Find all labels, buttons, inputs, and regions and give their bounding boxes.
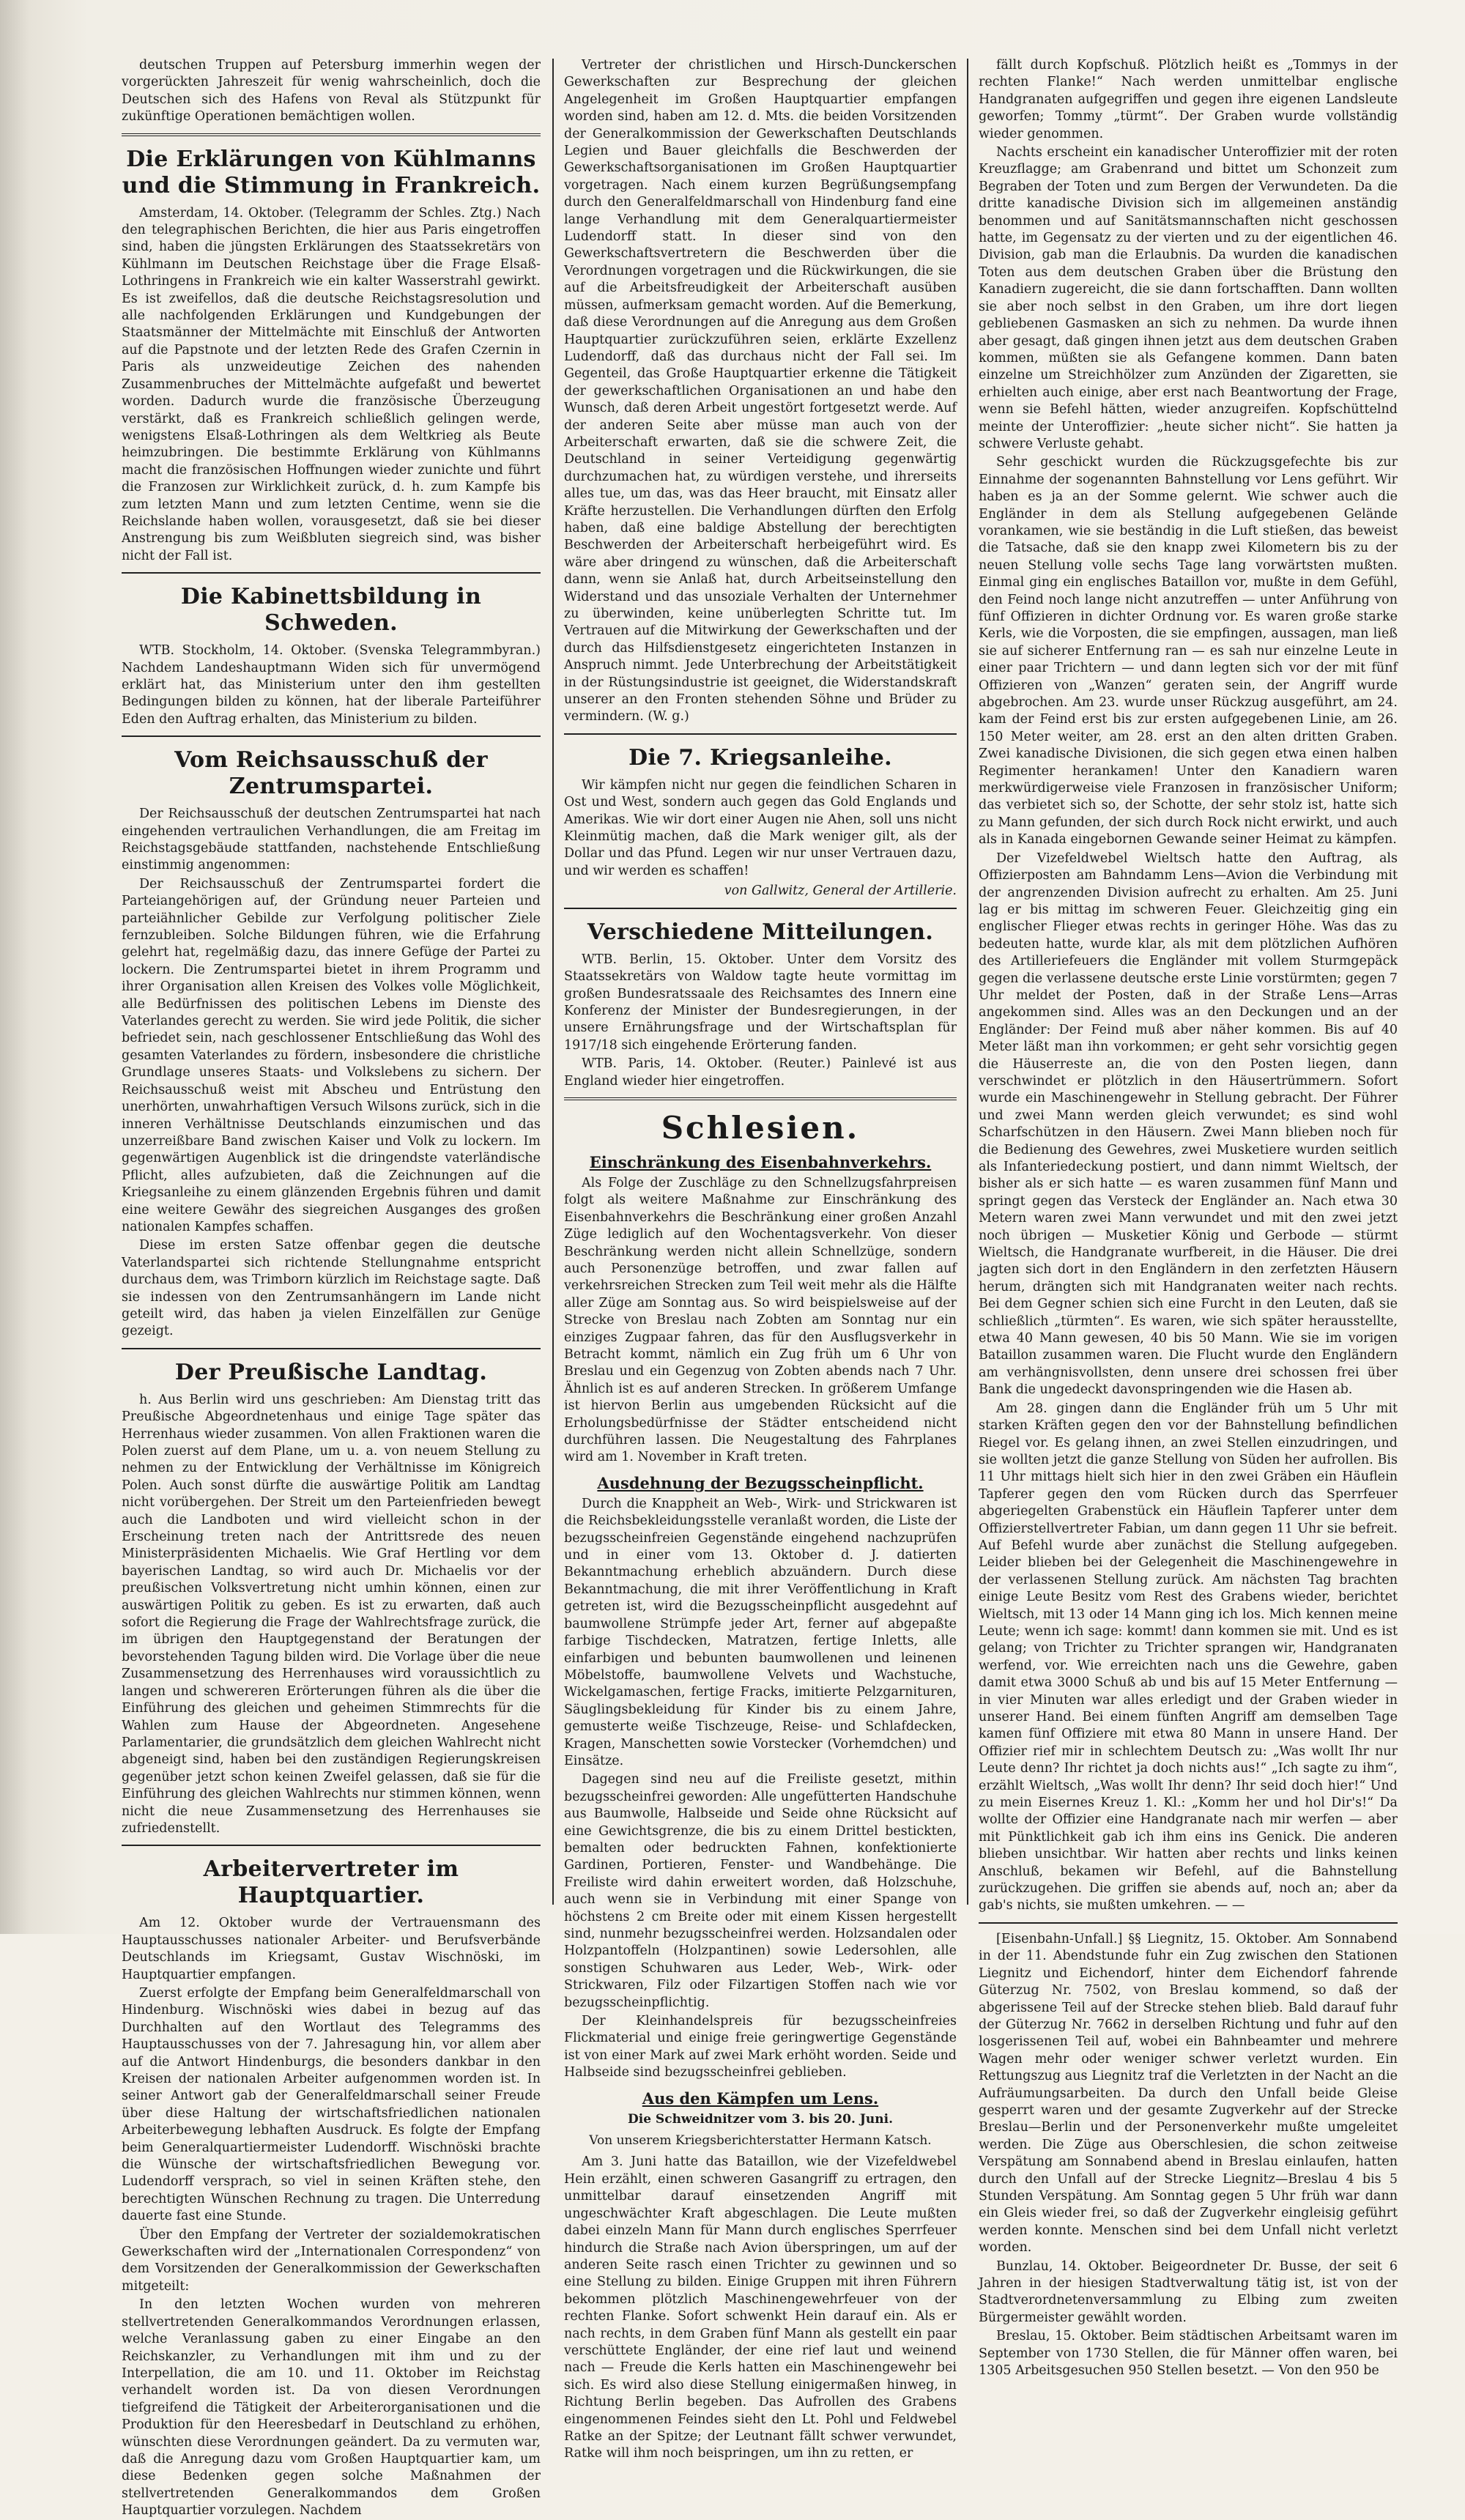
article-author: Von unserem Kriegsberichterstatter Hermann Katsch. [589, 2133, 932, 2149]
article-text: fällt durch Kopfschuß. Plötzlich heißt es „Tommys in der rechten Flanke!“ Nach werden unmittelbar englische Handgranaten aufgegriffen und gegen ihre eigenen Landsleute geworfen; Tommy „türmt“. Der Graben wurde vollständig wieder genommen. [979, 58, 1398, 141]
article-text: Zuerst erfolgte der Empfang beim Generalfeldmarschall von Hindenburg. Wischnöski wies dabei in bezug auf das Durchhalten auf den Wortlaut des Telegramms des Hauptausschusses von der 7. Jahresagung hin, vor allem aber auf die Antwort Hindenburgs, die besonders dankbar in den Kreisen der nationalen Arbeiter aufgenommen worden ist. In seiner Antwort gab der Generalfeldmarschall seiner Freude über diese Haltung der wirtschaftsfriedlichen nationalen Arbeiterbewegung lebhaften Ausdruck. Es folgte der Empfang beim Generalquartiermeister Ludendorff. Wischnöski brachte die Wünsche der wirtschaftsfriedlichen Bewegung vor. Ludendorff versprach, so viel in seinen Kräften stehe, den berechtigten Wünschen Rechnung zu tragen. Die Unterredung dauerte fast eine Stunde. [122, 1985, 541, 2224]
column-divider [552, 59, 554, 1905]
article-text: Vertreter der christlichen und Hirsch-Dunckerschen Gewerkschaften zur Besprechung der gleichen Angelegenheit im Großen Hauptquartier empfangen worden sind, haben am 12. d. Mts. die beiden Vorsitzenden der Generalkommission der Gewerkschaften Deutschlands Legien und Bauer gleichfalls die Beschwerden der Gewerkschaftsorganisationen im Großen Hauptquartier vorgetragen. Nach einem kurzen Begrüßungsempfang durch den Generalfeldmarschall von Hindenburg fand eine lange Verhandlung mit dem Generalquartiermeister Ludendorff statt. In dieser sind von den Gewerkschaftsvertretern die Beschwerden über die Verordnungen vorgetragen und die Rückwirkungen, die sie auf die Arbeitsfreudigkeit der Arbeiterschaft ausüben müssen, aufmerksam gemacht worden. Auf die Bemerkung, daß diese Verordnungen auf die Anregung aus dem Großen Hauptquartier zurückzuführen seien, erklärte Exzellenz Ludendorff, daß das durchaus nicht der Fall sei. Im Gegenteil, das Große Hauptquartier erkenne die Tätigkeit der gewerkschaftlichen Organisationen an und habe den Wunsch, daß deren Arbeit ungestört fortgesetzt werde. Auf der anderen Seite aber müsse man auch von der Arbeiterschaft erwarten, daß sie die schwere Zeit, die Deutschland in seiner Verteidigung gegenwärtig durchzumachen hat, zu würdigen verstehe, und ihrerseits alles tue, um das, was das Heer braucht, mit Einsatz aller Kräfte herzustellen. Die Verhandlungen dürften den Erfolg haben, daß eine baldige Abstellung der berechtigten Beschwerden der Arbeiterschaft herbeigeführt wird. Es wäre aber dringend zu wünschen, daß die Arbeiterschaft dann, wenn sie Anlaß hat, durch Arbeitseinstellung den Widerstand und das unsoziale Verhalten der Unternehmer zu überwinden, keine unüberlegten Schritte tut. Im Vertrauen auf die Mitwirkung der Gewerkschaften und der durch das Hilfsdienstgesetz eingerichteten Instanzen in Anspruch nimmt. Jede Unterbrechung der Arbeitstätigkeit in der Rüstungsindustrie ist geeignet, die Widerstandskraft unserer an den Fronten stehenden Söhne und Brüder zu vermindern. (W. g.) [564, 58, 957, 724]
divider [122, 572, 541, 574]
news-item: Bunzlau, 14. Oktober. Beigeordneter Dr. Busse, der seit 6 Jahren in der hiesigen Stadtverwaltung tätig ist, ist von der Stadtverordnetenversammlung zu Elbing zum zweiten Bürgermeister gewählt worden. [979, 2258, 1398, 2325]
news-item: [Eisenbahn-Unfall.] §§ Liegnitz, 15. Oktober. Am Sonnabend in der 11. Abendstunde fuhr ein Zug zwischen den Stationen Liegnitz und Eichendorf, hinter dem Eichendorf fahrende Güterzug Nr. 7502, von Breslau kommend, so daß der abgerissene Teil auf der Strecke stehen blieb. Bald darauf fuhr der Güterzug Nr. 7662 in derselben Richtung und fuhr auf den losgerissenen Teil auf, wobei ein Bahnbeamter und mehrere Wagen mehr oder weniger schwer verletzt wurden. Ein Rettungszug aus Liegnitz traf die Verletzten in der Nacht an die Aufräumungsarbeiten. Da durch den Unfall beide Gleise gesperrt waren und der gesamte Zugverkehr auf der Strecke Breslau—Berlin und der Personenverkehr mußte umgeleitet werden. Die Züge aus Oberschlesien, die schon zeitweise Verspätung am Sonnabend abend in Breslau einlaufen, hatten durch den Unfall auf der Strecke Liegnitz—Breslau 4 bis 5 Stunden Verspätung. Am Sonntag gegen 5 Uhr früh war dann ein Gleis wieder frei, so daß der Zugverkehr eingleisig geführt werden konnte. Menschen sind bei dem Unfall nicht verletzt worden. [979, 1931, 1398, 2256]
article-text: Wir kämpfen nicht nur gegen die feindlichen Scharen in Ost und West, sondern auch gegen das Gold Englands und Amerikas. Wie wir dort einer Augen nie Ahen, soll uns nicht Kleinmütig machen, daß die Mark weniger gilt, als der Dollar und das Pfund. Legen wir nur unser Vertrauen dazu, und wir werden es schaffen! [564, 777, 957, 878]
article-text: WTB. Paris, 14. Oktober. (Reuter.) Painlevé ist aus England wieder hier eingetroffen. [564, 1056, 957, 1089]
article-text: Am 3. Juni hatte das Bataillon, wie der Vizefeldwebel Hein erzählt, einen schweren Gasangriff zu ertragen, den unmittelbar darauf einsetzenden Angriff mit ungeschwächter Kraft abgeschlagen. Die Leute mußten dabei einzeln Mann für Mann durch englisches Sperrfeuer hindurch die Straße nach Avion überspringen, um auf der anderen Seite rasch einen Trichter zu gewinnen und so eine Stellung zu bilden. Einige Gruppen mit ihren Führern bekommen plötzlich Maschinengewehrfeuer von der rechten Flanke. Sofort schwenkt Hein darauf ein. Als er nach rechts, in dem Graben fünf Mann als gestellt ein paar verschüttete Engländer, der eine rief laut und weinend nach — Freude die Kerls hatten ein Maschinengewehr bei sich. Es wird also diese Stellung einigermaßen hinweg, in Richtung Berlin begeben. Das Aufrollen des Grabens eingenommenen Feindes sieht den Lt. Pohl und Feldwebel Ratke an der Spitze; der Leutnant fällt schwer verwundet, Ratke will ihm noch beispringen, um ihn zu retten, er [564, 2154, 957, 2461]
divider [122, 1845, 541, 1846]
article-title: Die Kabinettsbildung in Schweden. [180, 584, 482, 637]
article-subtitle: Einschränkung des Eisenbahnverkehrs. [589, 1152, 932, 1171]
article-text: WTB. Stockholm, 14. Oktober. (Svenska Telegrammbyran.) Nachdem Landeshauptmann Widen sich für unvermögend erklärt hat, das Ministerium unter den ihm gestellten Bedingungen bilden zu können, hat der liberale Parteiführer Eden den Auftrag erhalten, das Ministerium zu bilden. [122, 643, 541, 727]
article-text: Der Vizefeldwebel Wieltsch hatte den Auftrag, als Offizierposten am Bahndamm Lens—Avion die Verbindung mit der angrenzenden Division aufrecht zu erhalten. Am 25. Juni lag er bis mittag im schweren Feuer. Gleichzeitig ging ein englischer Flieger etwas rechts in geringer Höhe. Was das zu bedeuten hatte, wurde klar, als mit dem plötzlichen Aufhören des Artilleriefeuers die Engländer mit vollem Sturmgepäck gegen die verlassene deutsche erste Linie vorstürmten; gegen 7 Uhr meldet der Posten, daß in der Straße Lens—Arras angekommen sind. Alles was an den Deckungen und an der Engländer: Der Feind muß aber näher kommen. Bis auf 40 Meter läßt man ihn vorkommen; er geht sehr vorsichtig gegen die Häuserreste an, die von den Posten liegen, dann verschwindet er plötzlich in den Häusertrümmern. Sofort wurde ein Maschinengewehr in Stellung gebracht. Der Führer und zwei Mann werden gleich verwundet; es sind wohl Scharfschützen in den Häusern. Zwei Mann blieben noch für die Bedienung des Gewehres, zwei Musketiere wurden seitlich als Infanteriedeckung postiert, und dann nimmt Wieltsch, der bisher als er sich hatte — es waren zusammen fünf Mann und springt gegen das Versteck der Engländer an. Nach etwa 30 Metern waren zwei Mann verwundet und mit den zwei jetzt noch übrigen — Musketier König und Gerbode — stürmt Wieltsch, die Handgranate wurfbereit, in die Häuser. Die drei jagten sich dort in den Engländern in den zerfetzten Häusern herum, drängten sich mit Handgranaten weiter nach rechts. Bei dem Gegner schien sich eine Furcht in den Leuten, daß sie schließlich „türmten“. Es waren, wie sich später herausstellte, etwa 40 Mann gewesen, 40 bis 50 Mann. Wie sie im vorigen Bataillon zusammen waren. Die Flucht wurde den Engländern am verhängnisvollsten, denn unsere drei schossen frei über Bank die ungedeckt davonspringenden wie die Hasen ab. [979, 850, 1398, 1398]
divider [564, 1097, 957, 1100]
article-title: Verschiedene Mitteilungen. [587, 919, 934, 945]
divider [122, 1348, 541, 1349]
section-title: Schlesien. [661, 1109, 860, 1146]
article-subtitle: Aus den Kämpfen um Lens. [642, 2089, 879, 2108]
divider [979, 1922, 1398, 1924]
article-text: Der Kleinhandelspreis für bezugsscheinfreies Flickmaterial und einige freie geringwertige Gegenstände ist von einer Mark auf zwei Mark erhöht worden. Seide und Halbseide sind bezugsscheinfrei geblieben. [564, 2014, 957, 2080]
column-2 [564, 57, 957, 2461]
column-1 [122, 57, 541, 2519]
article-text: h. Aus Berlin wird uns geschrieben: Am Dienstag tritt das Preußische Abgeordnetenhaus und einige Tage später das Herrenhaus wieder zusammen. Von allen Fraktionen waren die Polen zuerst auf dem Plane, um u. a. von neuem Stellung zu nehmen zu der Entwicklung der Verhältnisse im Königreich Polen. Auch sonst dürfte die auswärtige Politik am Landtag nicht vorübergehen. Der Streit um den Parteienfrieden bewegt auch die Landboten und wird vielleicht schon in der Erscheinung treten nach der Antrittsrede des neuen Ministerpräsidenten Michaelis. Wie Graf Hertling vor dem bayerischen Landtag, so wird auch Dr. Michaelis vor der preußischen Volksvertretung nicht umhin können, einen zur auswärtigen Politik zu geben. Es ist zu erwarten, daß auch sofort die Regierung die Frage der Wahlrechtsfrage zurück, die im übrigen den Hauptgegenstand der Beratungen der bevorstehenden Tagung bilden wird. Die Vorlage über die neue Zusammensetzung des Herrenhauses wird voraussichtlich zu langen und schwereren Erörterungen führen als die über die Einführung des gleichen und geheimen Stimmrechts für die Wahlen zum Hause der Abgeordneten. Angesehene Parlamentarier, die grundsätzlich dem gleichen Wahlrecht nicht abgeneigt sind, haben bei den zuständigen Regierungskreisen gegenüber jetzt schon keinen Zweifel gelassen, daß sie für die Einführung des gleichen Wahlrechts nur stimmen können, wenn nicht die neue Zusammensetzung des Herrenhauses sie zufriedenstellt. [122, 1392, 541, 1836]
article-text: Dagegen sind neu auf die Freiliste gesetzt, mithin bezugsscheinfrei geworden: Alle ungefütterten Handschuhe aus Baumwolle, Halbseide und Seide ohne Rücksicht auf eine Gewichtsgrenze, die bis zu einem Drittel bestickten, bemalten oder bedruckten Fahnen, konfektionierte Gardinen, Portieren, Fenster- und Wandbehänge. Die Freiliste wird dahin erweitert worden, daß Holzschuhe, auch wenn sie in Verbindung mit einer Spange von höchstens 2 cm Breite oder mit einem Kissen hergestellt sind, nunmehr bezugsscheinfrei werden. Holzsandalen oder Holzpantoffeln (Holzpantinen) sowie Ledersohlen, alle sonstigen Schuhwaren aus Leder, Web-, Wirk- oder Strickwaren, Filz oder Filzartigen Stoffen nach wie vor bezugsscheinpflichtig. [564, 1772, 957, 2010]
article-text: Der Reichsausschuß der Zentrumspartei fordert die Parteiangehörigen auf, der Gründung neuer Parteien und parteiähnlicher Gebilde zur Verfolgung politischer Ziele fernzubleiben. Solche Bildungen führen, wie die Erfahrung gelehrt hat, regelmäßig dazu, das innere Gefüge der Partei zu lockern. Die Zentrumspartei bietet in ihrem Programm und ihrer Organisation allen Kreisen des Volkes volle Möglichkeit, alle Bedürfnissen des politischen Lebens im Dienste des Vaterlandes gerecht zu werden. Sie wird jede Politik, die sicher befriedet sein, nach geschlossener Entschließung das Wohl des gesamten Vaterlandes zu fördern, insbesondere die christliche Grundlage unseres Staats- und Volkslebens zu sichern. Der Reichsausschuß weist mit Abscheu und Entrüstung den unerhörten, unwahrhaftigen Versuch Wilsons zurück, sich in die inneren Verhältnisse Deutschlands einzumischen und das unzerreißbare Band zwischen Kaiser und Volk zu lockern. Im gegenwärtigen Augenblick ist die dringendste vaterländische Pflicht, alles aufzubieten, daß die Zeichnungen auf die Kriegsanleihe zu einem glänzenden Ergebnis führen und damit eine weitere Gewähr des siegreichen Ausganges des großen nationalen Kampfes schaffen. [122, 876, 541, 1234]
divider [122, 133, 541, 136]
article-text: In den letzten Wochen wurden von mehreren stellvertretenden Generalkommandos Verordnungen erlassen, welche Veranlassung gaben zu einer Eingabe an den Reichskanzler, zu Verhandlungen mit ihm und zu der Interpellation, die am 10. und 11. Oktober im Reichstag verhandelt worden ist. Da von diesen Verordnungen tiefgreifend die Tätigkeit der Arbeiterorganisationen und die Produktion für den Heeresbedarf in Deutschland zu erhöhen, wünschten diese Verordnungen geändert. Da zu vermuten war, daß die Anregung dazu vom Großen Hauptquartier kam, um diese Bedenken gegen solche Maßnahmen der stellvertretenden Generalkommandos dem Großen Hauptquartier vorzulegen. Nachdem [122, 2297, 541, 2519]
article-text: Nachts erscheint ein kanadischer Unteroffizier mit der roten Kreuzflagge; am Grabenrand und bittet um Schonzeit zum Begraben der Toten und zum Bergen der Verwundeten. Da die dritte kanadische Division sich im allgemeinen anständig benommen und auf Sanitätsmannschaften nicht geschossen hatte, im Gegensatz zu der vierten und zu der eigentlichen 46. Division, gab man die Erlaubnis. Da wurden die kanadischen Toten aus dem deutschen Graben über die Brüstung den Kanadiern zugereicht, die sie dann fortschafften. Dann wollten sie aber noch selbst in den Graben, um ihre dort liegen gebliebenen Gasmasken an sich zu nehmen. Da wurde ihnen aber gesagt, daß gingen ihnen jetzt aus dem deutschen Graben kommen, müßten sie als Gefangene kommen. Dann baten einzelne um Streichhölzer zum Anzünden der Zigaretten, sie erhielten auch einige, aber erst nach Beantwortung der Frage, wenn sie Befehl hätten, wieder anzugreifen. Kopfschüttelnd meinte der Unteroffizier: „heute sicher nicht“. Sie hatten ja schwere Verluste gehabt. [979, 145, 1398, 451]
divider [122, 735, 541, 737]
article-text: Der Reichsausschuß der deutschen Zentrumspartei hat nach eingehenden vertraulichen Verhandlungen, die am Freitag im Reichstagsgebäude stattfanden, nachstehende Entschließung einstimmig angenommen: [122, 807, 541, 873]
divider [564, 908, 957, 909]
column-divider [967, 59, 968, 1905]
article-text: Sehr geschickt wurden die Rückzugsgefechte bis zur Einnahme der sogenannten Bahnstellung vor Lens geführt. Wir haben es ja an der Somme gelernt. Wie schwer auch die Engländer in dem als Stellung aufgegebenen Gelände vorankamen, wie sie beständig in die Luft stießen, das beweist die Tatsache, daß sie den knapp zwei Kilometern bis zu der neuen Stellung volle sechs Tage lang vorwärtsten mußten. Einmal ging ein englisches Bataillon vor, mußte in dem Gefühl, den Feind noch lange nicht anzutreffen — unter Anführung von fünf Offizieren in dichter Ordnung vor. Es waren große starke Kerls, wie die Vorposten, die sie empfingen, aussagen, man ließ sie auf sicherer Entfernung ran — es sah nur einzelne Leute in einer paar Trichtern — und dann legten sich vor der mit fünf Offizieren von „Wanzen“ geraten sein, der Angriff wurde abgebrochen. Am 23. wurde unser Rückzug ausgeführt, am 24. kam der Feind erst bis zur ersten aufgegebenen Linie, am 26. 150 Meter weiter, am 28. erst an den alten dritten Graben. Zwei kanadische Divisionen, die sich gegen etwa einen halben Regimenter herankamen! Unter den Kanadiern waren merkwürdigerweise viele Franzosen in französischer Uniform; das verbietet sich so, der Schotte, der sehr stolz ist, hatte sich zu Mann gefunden, der sich durch Rock nicht erwirkt, und auch als in Kanada eingebornen Gewande seiner Heimat zu kämpfen. [979, 455, 1398, 848]
article-title: Arbeitervertreter im Hauptquartier. [203, 1856, 459, 1909]
article-text: Über den Empfang der Vertreter der sozialdemokratischen Gewerkschaften wird der „Internationalen Correspondenz“ von dem Vorsitzenden der Generalkommission der Gewerkschaften mitgeteilt: [122, 2227, 541, 2294]
article-title: Die 7. Kriegsanleihe. [628, 744, 892, 771]
intro-text: deutschen Truppen auf Petersburg immerhin wegen der vorgerückten Jahreszeit für wenig wahrscheinlich, doch die Deutschen sich des Hafens von Reval als Stützpunkt für zukünftige Operationen bemächtigen wollen. [122, 58, 541, 125]
article-text: Am 12. Oktober wurde der Vertrauensmann des Hauptausschusses nationaler Arbeiter- und Berufsverbände Deutschlands im Kriegsamt, Gustav Wischnöski, im Hauptquartier empfangen. [122, 1916, 541, 1982]
article-dateline: Die Schweidnitzer vom 3. bis 20. Juni. [628, 2111, 893, 2127]
article-subtitle: Ausdehnung der Bezugsscheinpflicht. [597, 1473, 924, 1492]
article-text: Durch die Knappheit an Web-, Wirk- und Strickwaren ist die Reichsbekleidungsstelle veranlaßt worden, die Liste der bezugsscheinfreien Gegenstände eingehend nachzuprüfen und in einer vom 13. Oktober d. J. datierten Bekanntmachung erheblich abzuändern. Durch diese Bekanntmachung, die mit ihrer Veröffentlichung in Kraft getreten ist, wird die Bezugsscheinpflicht ausgedehnt auf baumwollene Strümpfe jeder Art, ferner auf abgepaßte farbige Tischdecken, Matratzen, fertige Inletts, alle einfarbigen und bebunten baumwollenen und leinenen Möbelstoffe, baumwollene Velvets und Wachstuche, Wickelgamaschen, fertige Fracks, imitierte Pelzgarnituren, Säuglingsbekleidung für Kinder bis zu einem Jahre, gemusterte weiße Tischzeuge, Reise- und Schlafdecken, Kragen, Manschetten sowie Vorstecker (Vorhemdchen) und Einsätze. [564, 1496, 957, 1768]
news-item: Breslau, 15. Oktober. Beim städtischen Arbeitsamt waren im September von 1730 Stellen, die für Männer offen waren, bei 1305 Arbeitsgesuchen 950 Stellen besetzt. — Von den 950 be [979, 2329, 1398, 2379]
signature: von Gallwitz, General der Artillerie. [724, 883, 957, 899]
article-text: Am 28. gingen dann die Engländer früh um 5 Uhr mit starken Kräften gegen den vor der Bahnstellung befindlichen Riegel vor. Es gelang ihnen, an zwei Stellen einzudringen, und sie wollten jetzt die ganze Stellung von Süden her aufrollen. Bis 11 Uhr mittags hielt sich hier in den zwei Gräben ein Häuflein Tapferer gegen den vom Rücken durch das Sperrfeuer abgeriegelten Grabenstück ein Häuflein Tapferer unter dem Offizierstellvertreter Fabian, um dann gegen 11 Uhr sie befreit. Auf Befehl wurde aber zunächst die Stellung aufgegeben. Leider blieben bei der Gelegenheit die Maschinengewehre in der verlassenen Stellung zurück. Am nächsten Tag brachten einige Leute Besitz vom Rest des Grabens wieder, berichtet Wieltsch, mit 13 oder 14 Mann ging ich los. Mich kennen meine Leute; wenn ich sage: kommt! dann kommen sie mit. Und es ist gelang; von Trichter zu Trichter sprangen wir, Handgranaten werfend, vor. Wie erreichten nach uns die Gewehre, gaben damit etwa 3000 Schuß ab und bis auf 15 Meter Entfernung — in vier Minuten war alles erledigt und der Graben wieder in unserer Hand. Bei einem fünften Angriff am demselben Tage kamen fünf Offiziere mit etwa 80 Mann in unsere Hand. Der Offizier rief mir in schlechtem Deutsch zu: „Was wollt Ihr nur Leute denn? Ihr richtet ja doch nichts aus!“ „Ich sagte zu ihm“, erzählt Wieltsch, „Was wollt Ihr denn? Ihr seid doch hier!“ Und zu mein Eisernes Kreuz 1. Kl.: „Komm her und hol Dir's!“ Da wollte der Offizier eine Handgranate nach mir werfen — aber mit Pünktlichkeit gab ich ihm eins ins Genick. Die anderen blieben unsichtbar. Wir hatten aber rechts und links keinen Anschluß, bekamen wir Befehl, auf die Bahnstellung zurückzugehen. Die griffen sie abends auf, noch an; aber da gab's nichts, sie mußten umkehren. — — [979, 1401, 1398, 1913]
article-text: Als Folge der Zuschläge zu den Schnellzugsfahrpreisen folgt als weitere Maßnahme zur Einschränkung des Eisenbahnverkehrs die Beschränkung einer großen Anzahl Züge lediglich auf den Wochentagsverkehr. Von dieser Beschränkung werden nicht allein Schnellzüge, sondern auch Personenzüge betroffen, und zwar fallen auf verkehrsreichen Strecken zum Teil weit mehr als die Hälfte aller Züge am Sonntag aus. So wird beispielsweise auf der Strecke von Breslau nach Zobten am Sonntag nur ein einziges Zugpaar fahren, das für den Ausflugsverkehr in Betracht kommt, nämlich ein Zug früh um 6 Uhr von Breslau und ein Gegenzug von Zobten abends nach 7 Uhr. Ähnlich ist es auf anderen Strecken. In größerem Umfange ist hiervon Berlin aus umgebenden Rücksicht auf die Erholungsbedürfnisse der Städter entscheidend nicht durchführen lassen. Die Neugestaltung des Fahrplanes wird am 1. November in Kraft treten. [564, 1175, 957, 1465]
article-title: Vom Reichsausschuß der Zentrumspartei. [174, 747, 488, 800]
article-title: Der Preußische Landtag. [174, 1359, 488, 1385]
column-3 [979, 57, 1398, 2379]
divider [564, 733, 957, 735]
article-text: Diese im ersten Satze offenbar gegen die deutsche Vaterlandspartei sich richtende Stellungnahme entspricht durchaus dem, was Trimborn kürzlich im Reichstage sagte. Daß sie indessen von den Zentrumsanhängern im Lande nicht geteilt wird, das haben ja vielen Einzelfällen zur Genüge gezeigt. [122, 1238, 541, 1339]
article-text: WTB. Berlin, 15. Oktober. Unter dem Vorsitz des Staatssekretärs von Waldow tagte heute vormittag im großen Bundesratssaale des Reichsamtes des Innern eine Konferenz der Minister der Bundesregierungen, in der unsere Ernährungsfrage und der Wirtschaftsplan für 1917/18 sich eingehende Erörterung fanden. [564, 952, 957, 1053]
article-text: Amsterdam, 14. Oktober. (Telegramm der Schles. Ztg.) Nach den telegraphischen Berichten, die hier aus Paris eingetroffen sind, haben die jüngsten Erklärungen des Staatssekretärs von Kühlmann im Deutschen Reichstage über die Frage Elsaß-Lothringens in Frankreich wie ein kalter Wasserstrahl gewirkt. Es ist zweifellos, daß die deutsche Reichstagsresolution und alle nachfolgenden Erklärungen und Kundgebungen der Staatsmänner der Mittelmächte mit Einschluß der Antworten auf die Papstnote und der letzten Rede des Grafen Czernin in Paris als unzweideutige Zeichen des nahenden Zusammenbruches der Mittelmächte aufgefaßt und bewertet worden. Dadurch wurde die französische Überzeugung verstärkt, daß es Frankreich schließlich gelingen werde, wenigstens Elsaß-Lothringen als dem Weltkrieg als Beute heimzubringen. Die bestimmte Erklärung von Kühlmanns macht die französischen Hoffnungen wieder zunichte und führt die Franzosen zur Wirklichkeit zurück, d. h. zum Kampfe bis zum letzten Mann und zum letzten Centime, wenn sie die Reichslande haben wollen, vorausgesetzt, daß sie bei dieser Anstrengung bis zum Weißbluten siegreich sind, was bisher nicht der Fall ist. [122, 205, 541, 563]
article-title: Die Erklärungen von Kühlmanns und die Stimmung in Frankreich. [122, 146, 541, 199]
